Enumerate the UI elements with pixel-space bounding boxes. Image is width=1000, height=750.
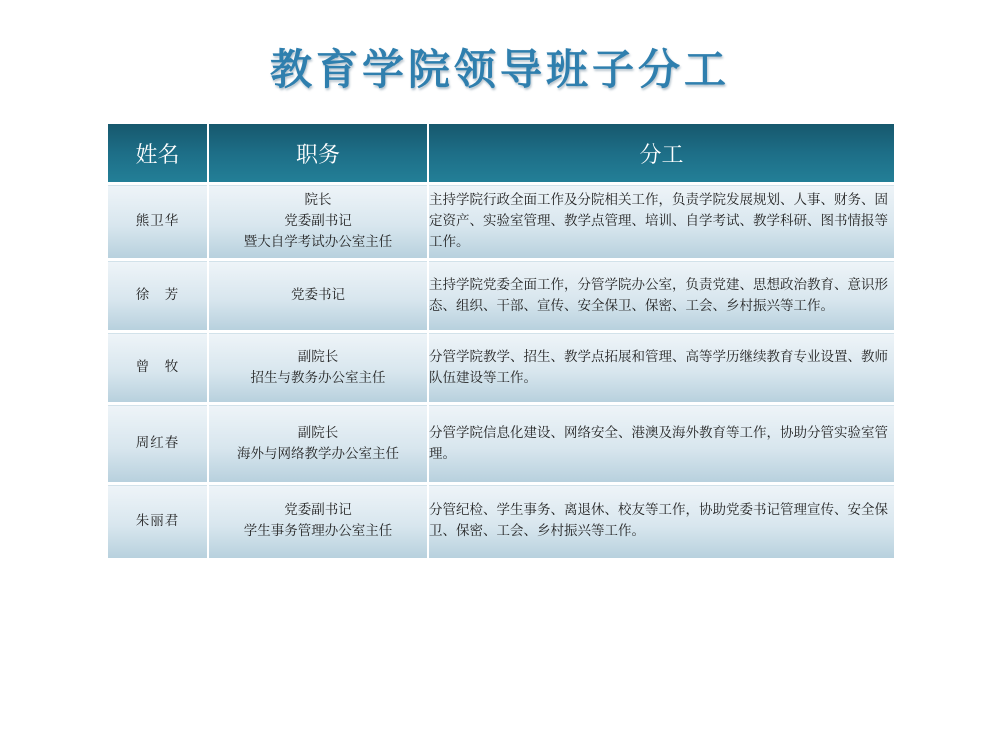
- column-header-name: 姓名: [108, 124, 208, 184]
- leader-name: 周红春: [108, 404, 208, 484]
- column-header-role: 职务: [208, 124, 428, 184]
- leader-duty: 分管学院教学、招生、教学点拓展和管理、高等学历继续教育专业设置、教师队伍建设等工作。: [428, 332, 894, 404]
- column-header-duty: 分工: [428, 124, 894, 184]
- role-line: 党委副书记: [284, 502, 352, 519]
- role-line: 党委副书记: [284, 213, 352, 229]
- leader-duty: 分管纪检、学生事务、离退休、校友等工作，协助党委书记管理宣传、安全保卫、保密、工会、乡村振兴等工作。: [428, 484, 894, 558]
- page-title: 教育学院领导班子分工: [269, 45, 730, 94]
- role-line: 暨大自学考试办公室主任: [243, 234, 393, 250]
- role-line: 副院长: [297, 424, 339, 441]
- leader-roles: [208, 260, 428, 332]
- leader-name: 朱丽君: [108, 484, 208, 558]
- role-line: 院长: [304, 192, 332, 208]
- leadership-table: [108, 124, 894, 558]
- table-row: [108, 484, 894, 558]
- role-line: 副院长: [297, 348, 339, 365]
- leader-name: 熊卫华: [108, 184, 208, 260]
- leader-duty: 分管学院信息化建设、网络安全、港澳及海外教育等工作，协助分管实验室管理。: [428, 404, 894, 484]
- table-row: [108, 332, 894, 404]
- leader-name: 徐 芳: [108, 260, 208, 332]
- table-row: [108, 260, 894, 332]
- leader-roles: [208, 484, 428, 558]
- leader-name: 曾 牧: [108, 332, 208, 404]
- role-line: 招生与教务办公室主任: [250, 369, 386, 386]
- leader-roles: [208, 184, 428, 260]
- role-line: 学生事务管理办公室主任: [243, 523, 393, 540]
- table-row: [108, 184, 894, 260]
- table-header-row: [108, 124, 894, 184]
- leader-duty: 主持学院行政全面工作及分院相关工作，负责学院发展规划、人事、财务、固定资产、实验室管理、教学点管理、培训、自学考试、教学科研、图书情报等工作。: [428, 184, 894, 260]
- leader-roles: [208, 404, 428, 484]
- role-line: 党委书记: [291, 287, 345, 303]
- leader-duty: 主持学院党委全面工作，分管学院办公室，负责党建、思想政治教育、意识形态、组织、干部、宣传、安全保卫、保密、工会、乡村振兴等工作。: [428, 260, 894, 332]
- leader-roles: [208, 332, 428, 404]
- table-row: [108, 404, 894, 484]
- role-line: 海外与网络教学办公室主任: [237, 445, 399, 462]
